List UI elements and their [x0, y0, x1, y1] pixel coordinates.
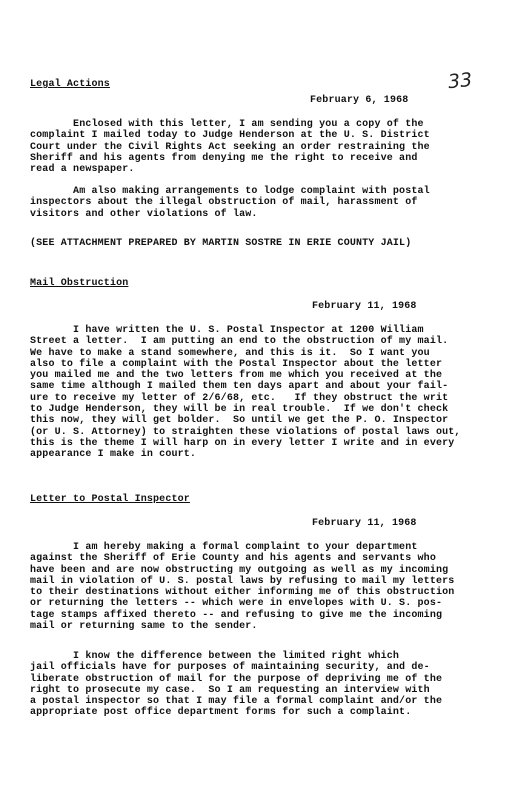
date-legal-actions: February 6, 1968 — [310, 95, 409, 106]
text-line: I am hereby making a formal complaint to your department — [30, 542, 418, 553]
text-line: (or U. S. Attorney) to straighten these violations of postal laws out, — [30, 426, 461, 438]
text-line: inspectors about the illegal obstruction of mail, harassment of — [30, 197, 418, 209]
text-line: jail officials have for purposes of maintaining security, and de- — [30, 662, 430, 674]
paragraph-legal-actions-1 — [30, 119, 430, 175]
text-line: mail or returning same to the sender. — [30, 621, 258, 633]
text-line: We have to make a stand somewhere, and this is it. So I want you — [30, 347, 430, 359]
text-line: or returning the letters -- which were in envelopes with U. S. pos- — [30, 598, 443, 610]
text-line: to their destinations without either informing me of this obstruction — [30, 587, 455, 599]
text-line: this now, they will get bolder. So until we get the P. O. Inspector — [30, 415, 449, 427]
paragraph-legal-actions-2 — [30, 186, 430, 220]
text-line: right to prosecute my case. So I am requesting an interview with — [30, 684, 430, 696]
date-letter-postal-inspector: February 11, 1968 — [312, 518, 417, 529]
text-line: also to file a complaint with the Postal Inspector about the letter — [30, 358, 443, 370]
text-line: complaint I mailed today to Judge Henderson at the U. S. District — [30, 130, 430, 142]
text-line: a postal inspector so that I may file a formal complaint and/or the — [30, 696, 443, 708]
text-line: Enclosed with this letter, I am sending you a copy of the — [30, 119, 424, 130]
paragraph-letter-postal-inspector-1 — [30, 542, 454, 632]
text-line: I have written the U. S. Postal Inspector at 1200 William — [30, 325, 424, 336]
text-line: appearance I make in court. — [30, 449, 197, 461]
text-line: ure to receive my letter of 2/6/68, etc. If they obstruct the writ — [30, 392, 449, 404]
text-line: I know the difference between the limited right which — [30, 651, 400, 662]
text-line: Street a letter. I am putting an end to the obstruction of my mail. — [30, 336, 449, 348]
heading-mail-obstruction: Mail Obstruction — [30, 278, 129, 289]
text-line: Court under the Civil Rights Act seeking an order restraining the — [30, 141, 430, 153]
paragraph-mail-obstruction — [30, 325, 461, 461]
text-line: mail in violation of U. S. postal laws by refusing to mail my letters — [30, 575, 455, 587]
attachment-note: (SEE ATTACHMENT PREPARED BY MARTIN SOSTRE IN ERIE COUNTY JAIL) — [30, 238, 412, 249]
text-line: liberate obstruction of mail for the purpose of depriving me of the — [30, 673, 443, 685]
page-number: 33 — [446, 68, 474, 94]
text-line: this is the theme I will harp on in every letter I write and in every — [30, 437, 455, 449]
text-line: visitors and other violations of law. — [30, 208, 258, 220]
text-line: against the Sheriff of Erie County and his agents and servants who — [30, 553, 436, 565]
paragraph-letter-postal-inspector-2 — [30, 651, 442, 719]
heading-letter-postal-inspector: Letter to Postal Inspector — [30, 494, 190, 505]
text-line: to Judge Henderson, they will be in real trouble. If we don't check — [30, 404, 449, 416]
text-line: appropriate post office department forms for such a complaint. — [30, 707, 412, 719]
text-line: tage stamps affixed thereto -- and refusing to give me the incoming — [30, 609, 443, 621]
text-line: Sheriff and his agents from denying me the right to receive and — [30, 152, 418, 164]
heading-legal-actions: Legal Actions — [30, 79, 110, 90]
date-mail-obstruction: February 11, 1968 — [312, 301, 417, 312]
text-line: have been and are now obstructing my outgoing as well as my incoming — [30, 564, 449, 576]
text-line: same time although I mailed them ten days apart and about your fail- — [30, 381, 449, 393]
text-line: Am also making arrangements to lodge complaint with postal — [30, 186, 430, 197]
text-line: you mailed me and the two letters from me which you received at the — [30, 370, 443, 382]
text-line: read a newspaper. — [30, 164, 135, 176]
